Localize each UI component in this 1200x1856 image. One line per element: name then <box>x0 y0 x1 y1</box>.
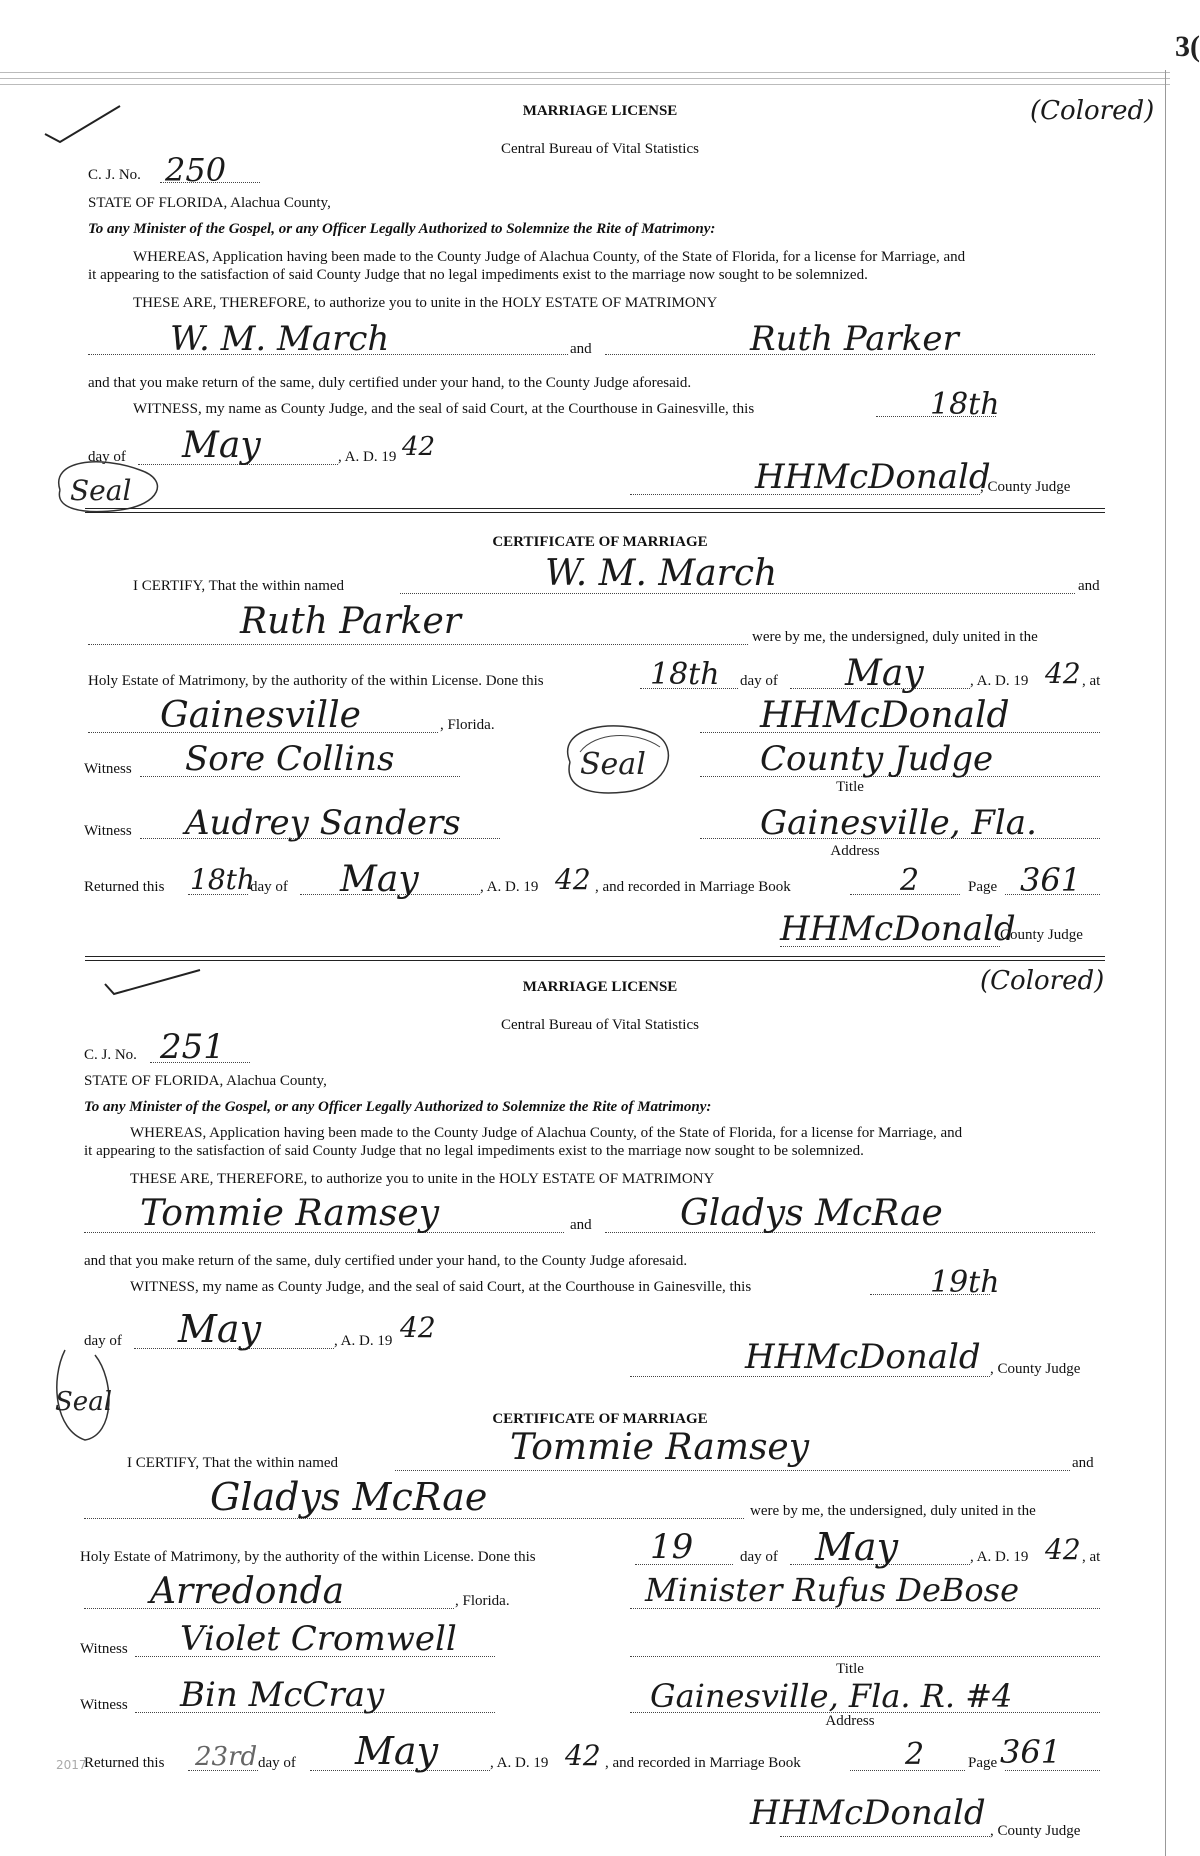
witness-1-name: Violet Cromwell <box>180 1619 457 1659</box>
and-label: and <box>570 1217 592 1233</box>
judge-signature: HHMcDonald <box>755 457 991 497</box>
and-label: and <box>570 341 592 357</box>
seal-text: Seal <box>580 747 646 782</box>
witness-label-1: Witness <box>84 761 132 777</box>
colored-note: (Colored) <box>980 966 1105 996</box>
at-label: , at <box>1082 1549 1101 1565</box>
cj-number: 251 <box>160 1027 225 1067</box>
certify-label: I CERTIFY, That the within named <box>127 1455 339 1471</box>
returned-day-of: day of <box>258 1755 296 1771</box>
judge-signature: HHMcDonald <box>745 1337 981 1377</box>
book-number: 2 <box>905 1737 925 1772</box>
holy-label: Holy Estate of Matrimony, by the authority of the within License. Done this <box>80 1549 536 1565</box>
holy-label: Holy Estate of Matrimony, by the authority of the within License. Done this <box>88 673 544 689</box>
cert-officiant: HHMcDonald <box>760 695 1010 736</box>
cert-bride: Gladys McRae <box>210 1475 488 1519</box>
witness-2-name: Bin McCray <box>180 1675 385 1715</box>
returned-label: Returned this <box>84 1755 165 1771</box>
seal-icon <box>545 712 685 802</box>
page-label: Page <box>968 879 998 895</box>
whereas-line-2: it appearing to the satisfaction of said County Judge that no legal impediments exist to the marriage now sought to be solemnized. <box>88 267 868 283</box>
witness-label-2: Witness <box>84 823 132 839</box>
judge-label: County Judge <box>1000 927 1083 943</box>
page-number: 3( <box>1175 30 1200 63</box>
license-day: 18th <box>930 387 1000 422</box>
whereas-line-2: it appearing to the satisfaction of said County Judge that no legal impediments exist to the marriage now sought to be solemnized. <box>84 1143 864 1159</box>
these-are-line: THESE ARE, THEREFORE, to authorize you to unite in the HOLY ESTATE OF MATRIMONY <box>133 295 718 311</box>
bureau-label: Central Bureau of Vital Statistics <box>501 141 699 157</box>
address-label: Address <box>825 1713 875 1729</box>
groom-name: W. M. March <box>170 319 390 359</box>
cert-month: May <box>845 653 924 694</box>
certificate-title: CERTIFICATE OF MARRIAGE <box>492 534 708 550</box>
and-label: and <box>1072 1455 1094 1471</box>
whereas-line-1: WHEREAS, Application having been made to the County Judge of Alachua County, of the State of Florida, for a license for Marriage, and <box>130 1125 963 1141</box>
day-of-label: day of <box>740 673 778 689</box>
ad-label: , A. D. 19 <box>970 1549 1029 1565</box>
witness-label-2: Witness <box>80 1697 128 1713</box>
witness-line: WITNESS, my name as County Judge, and the seal of said Court, at the Courthouse in Gainesville, this <box>133 401 755 417</box>
these-are-line: THESE ARE, THEREFORE, to authorize you to unite in the HOLY ESTATE OF MATRIMONY <box>130 1171 715 1187</box>
cj-label: C. J. No. <box>88 167 141 183</box>
address-line: To any Minister of the Gospel, or any Officer Legally Authorized to Solemnize the Rite of Matrimony: <box>84 1099 712 1115</box>
license-title: MARRIAGE LICENSE <box>522 103 678 119</box>
witness-line: WITNESS, my name as County Judge, and the seal of said Court, at the Courthouse in Gainesville, this <box>130 1279 752 1295</box>
book-number: 2 <box>900 863 920 898</box>
section-divider <box>85 956 1105 961</box>
judge-signature: HHMcDonald <box>780 909 1016 949</box>
officiant-address-value: Gainesville, Fla. <box>760 803 1037 843</box>
cert-groom: Tommie Ramsey <box>510 1427 810 1468</box>
cj-label: C. J. No. <box>84 1047 137 1063</box>
state-line: STATE OF FLORIDA, Alachua County, <box>88 195 331 211</box>
bride-name: Gladys McRae <box>680 1193 943 1234</box>
cert-year: 42 <box>1045 1533 1081 1566</box>
ad-label: , A. D. 19 <box>338 449 397 465</box>
title-label: Title <box>836 1661 864 1677</box>
united-label: were by me, the undersigned, duly united in the <box>752 629 1038 645</box>
returned-year: 42 <box>565 1739 601 1772</box>
license-year: 42 <box>402 432 436 462</box>
address-label: Address <box>830 843 880 859</box>
record-page: 361 <box>1020 861 1082 899</box>
top-rule-2 <box>0 78 1170 79</box>
license-month: May <box>178 1307 262 1351</box>
whereas-line-1: WHEREAS, Application having been made to the County Judge of Alachua County, of the State of Florida, for a license for Marriage, and <box>133 249 966 265</box>
and-label: and <box>1078 578 1100 594</box>
seal-text: Seal <box>70 474 132 507</box>
certificate-title: CERTIFICATE OF MARRIAGE <box>492 1411 708 1427</box>
returned-day: 18th <box>190 863 255 896</box>
checkmark-icon <box>40 98 130 148</box>
cj-number: 250 <box>165 151 227 189</box>
witness-2-name: Audrey Sanders <box>185 803 461 843</box>
witness-label-1: Witness <box>80 1641 128 1657</box>
returned-year: 42 <box>555 863 591 896</box>
returned-day: 23rd <box>195 1742 258 1772</box>
recorded-label: , and recorded in Marriage Book <box>595 879 791 895</box>
certify-label: I CERTIFY, That the within named <box>133 578 345 594</box>
officiant-title-value: County Judge <box>760 739 994 779</box>
judge-label: , County Judge <box>990 1823 1081 1839</box>
top-rule <box>0 72 1170 73</box>
at-label: , at <box>1082 673 1101 689</box>
day-of-label: day of <box>84 1333 122 1349</box>
return-line: and that you make return of the same, duly certified under your hand, to the County Judge aforesaid. <box>84 1253 688 1269</box>
cert-bride: Ruth Parker <box>240 601 461 642</box>
returned-label: Returned this <box>84 879 165 895</box>
right-margin-line <box>1165 70 1166 1856</box>
returned-month: May <box>340 859 419 900</box>
license-month: May <box>182 425 261 466</box>
groom-name: Tommie Ramsey <box>140 1193 440 1234</box>
cert-place: Gainesville <box>160 695 361 736</box>
judge-label: , County Judge <box>980 479 1071 495</box>
cert-month: May <box>815 1525 899 1569</box>
seal-text: Seal <box>55 1387 113 1417</box>
page-label: Page <box>968 1755 998 1771</box>
license-day: 19th <box>930 1265 1000 1300</box>
license-title: MARRIAGE LICENSE <box>522 979 678 995</box>
returned-month: May <box>355 1729 439 1773</box>
cert-groom: W. M. March <box>545 553 778 594</box>
license-year: 42 <box>400 1311 436 1344</box>
colored-note: (Colored) <box>1030 96 1155 126</box>
title-label: Title <box>836 779 864 795</box>
record-page: 361 <box>1000 1733 1062 1771</box>
day-of-label: day of <box>740 1549 778 1565</box>
judge-label: , County Judge <box>990 1361 1081 1377</box>
scan-watermark: 2017 <box>56 1758 87 1772</box>
return-line: and that you make return of the same, duly certified under your hand, to the County Judge aforesaid. <box>88 375 692 391</box>
cert-day: 19 <box>650 1527 694 1567</box>
section-divider <box>85 508 1105 513</box>
address-line: To any Minister of the Gospel, or any Officer Legally Authorized to Solemnize the Rite of Matrimony: <box>88 221 716 237</box>
cert-officiant: Minister Rufus DeBose <box>645 1571 1020 1609</box>
returned-ad: , A. D. 19 <box>490 1755 549 1771</box>
recorded-label: , and recorded in Marriage Book <box>605 1755 801 1771</box>
state-line: STATE OF FLORIDA, Alachua County, <box>84 1073 327 1089</box>
returned-ad: , A. D. 19 <box>480 879 539 895</box>
returned-day-of: day of <box>250 879 288 895</box>
cert-place: Arredonda <box>150 1571 345 1612</box>
bride-name: Ruth Parker <box>750 319 959 359</box>
seal-icon <box>45 1340 125 1450</box>
ad-label: , A. D. 19 <box>970 673 1029 689</box>
ad-label: , A. D. 19 <box>334 1333 393 1349</box>
top-rule-3 <box>0 84 1170 85</box>
day-of-label: day of <box>88 449 126 465</box>
witness-1-name: Sore Collins <box>185 739 395 779</box>
bureau-label: Central Bureau of Vital Statistics <box>501 1017 699 1033</box>
judge-signature: HHMcDonald <box>750 1793 986 1833</box>
cert-day: 18th <box>650 657 720 692</box>
united-label: were by me, the undersigned, duly united in the <box>750 1503 1036 1519</box>
cert-year: 42 <box>1045 657 1081 690</box>
florida-label: , Florida. <box>440 717 495 733</box>
florida-label: , Florida. <box>455 1593 510 1609</box>
checkmark-icon <box>100 960 210 1000</box>
officiant-address-value: Gainesville, Fla. R. #4 <box>650 1677 1013 1715</box>
